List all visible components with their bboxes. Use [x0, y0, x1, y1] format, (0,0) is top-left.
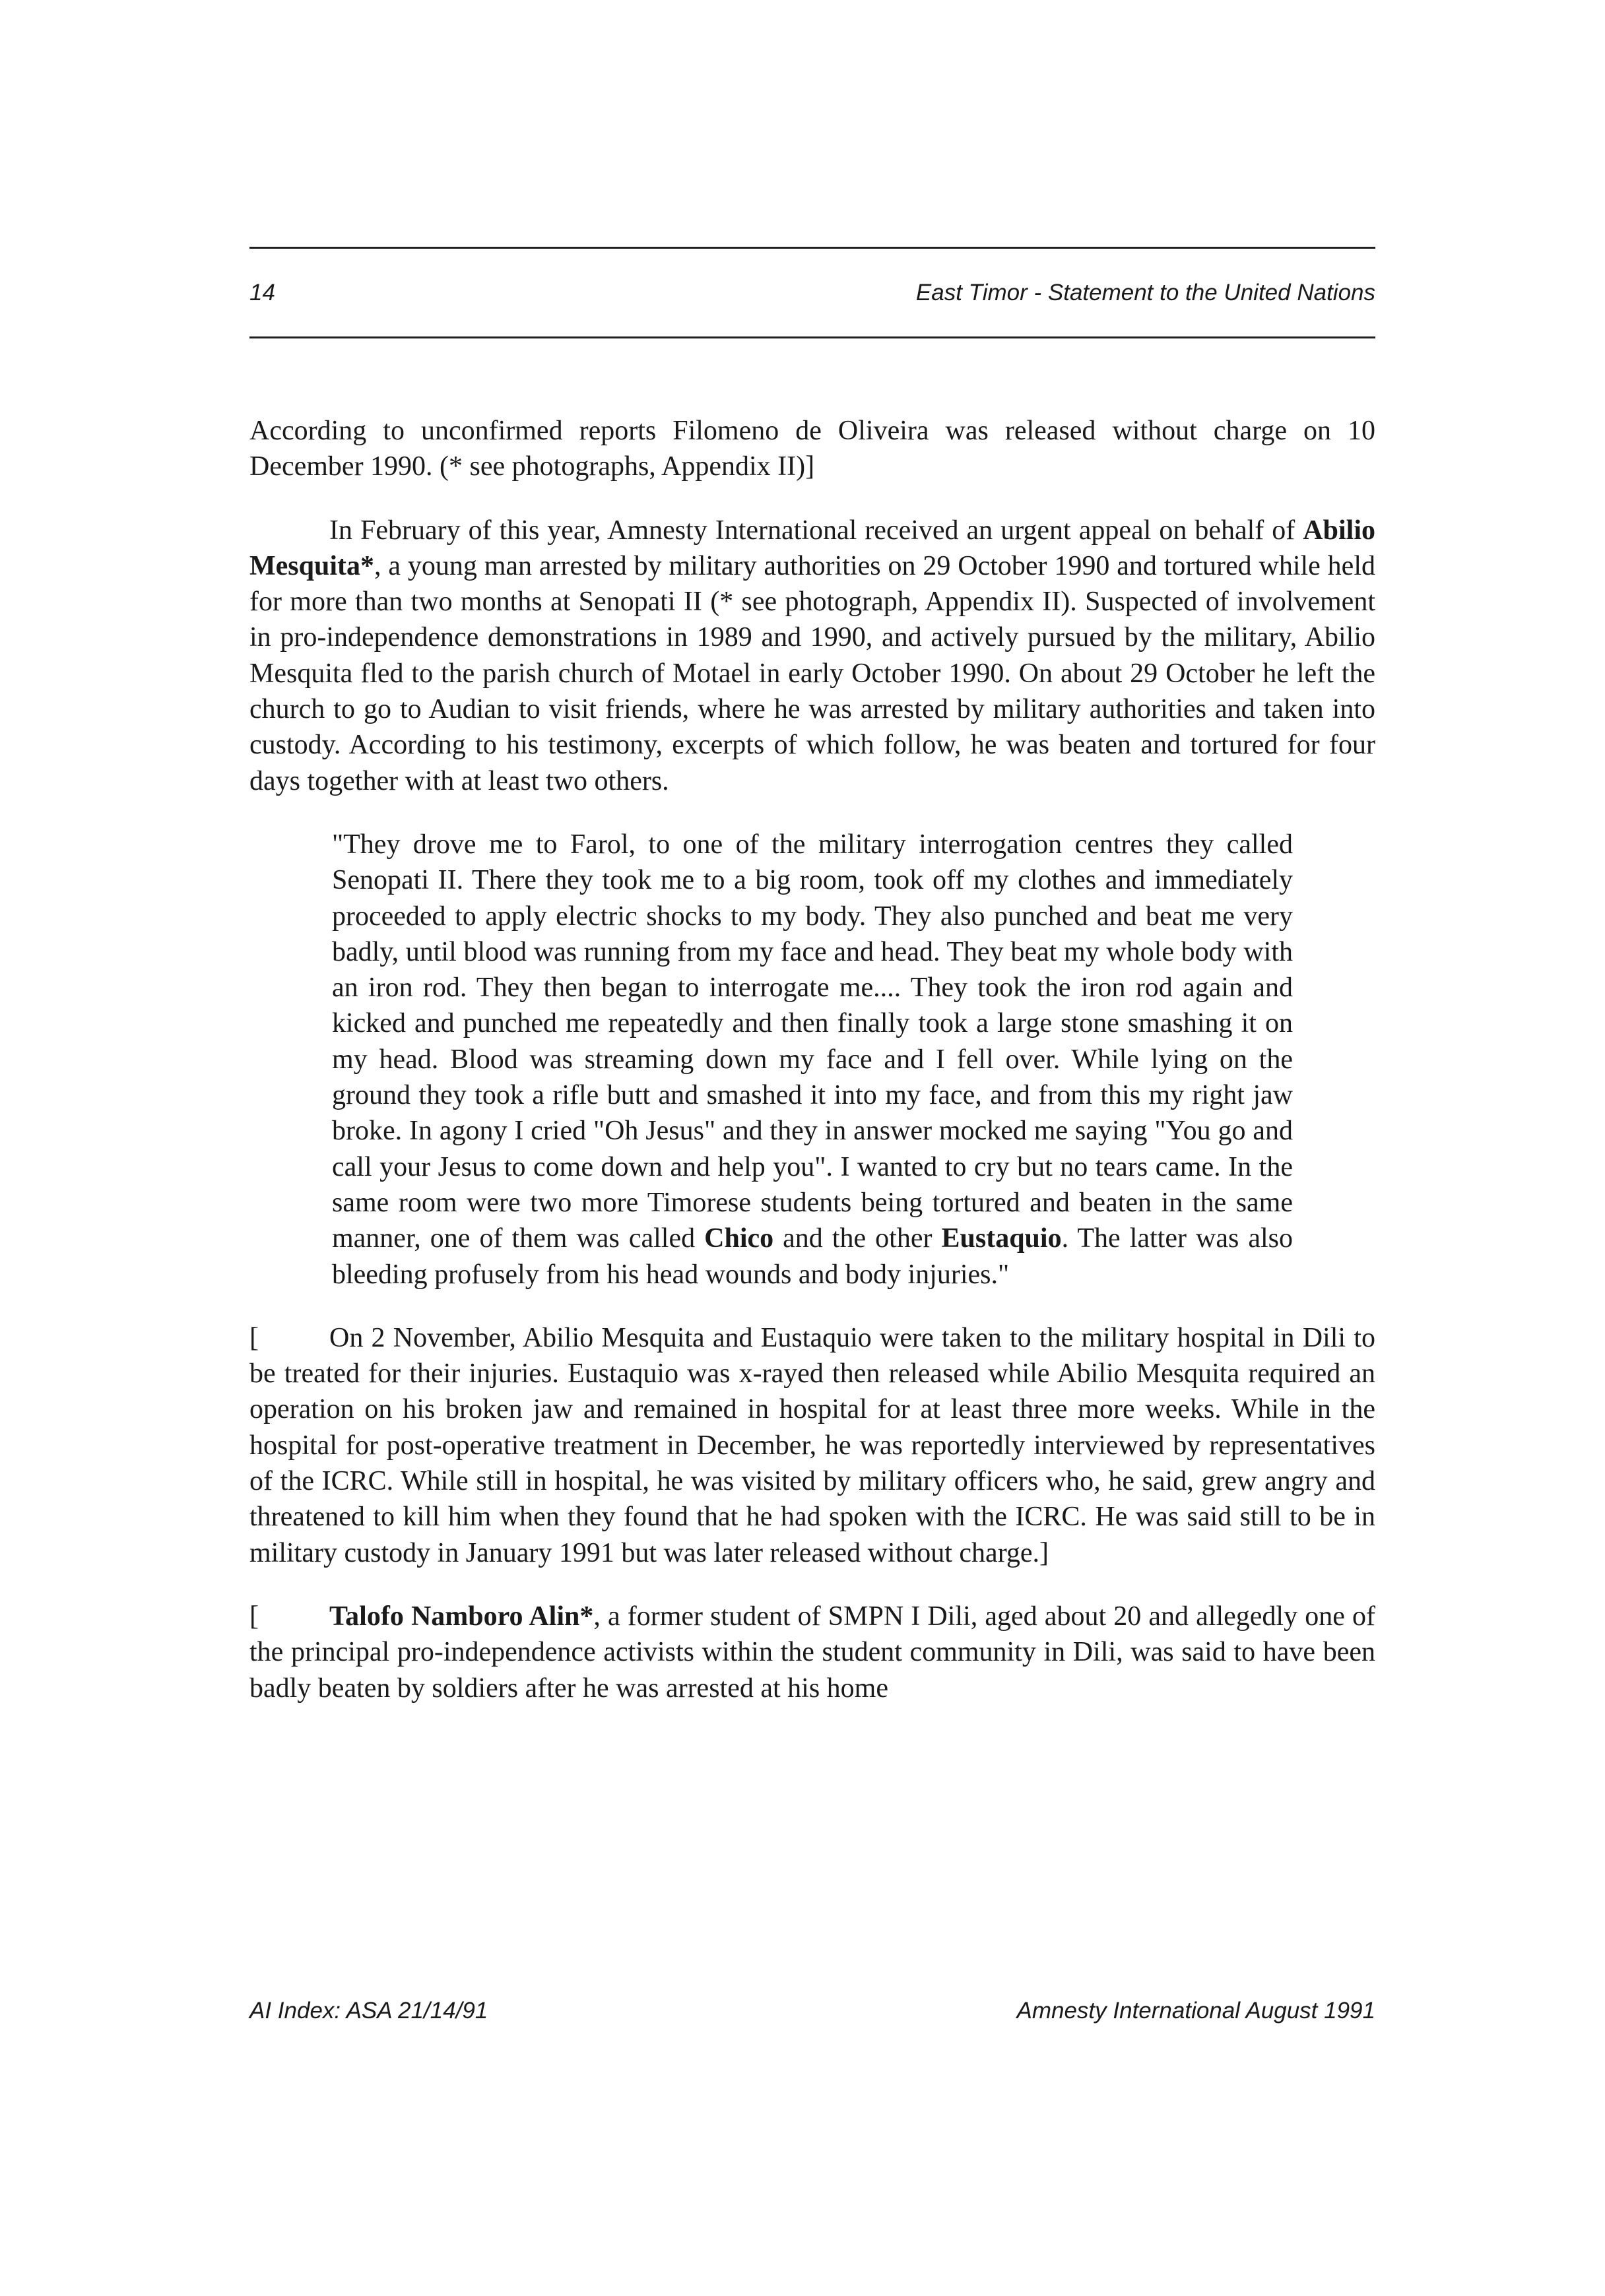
- body-text: [249, 413, 1375, 1706]
- testimony-quote: "They drove me to Farol, to one of the military interrogation centres they called Senopati II. There they took me to a big room, took off my clothes and immediately proceeded to apply electric shocks to my body. They also punched and beat me very badly, until blood was running from my face and head. They beat my whole body with an iron rod. They then began to interrogate me.... They took the iron rod again and kicked and punched me repeatedly and then finally took a large stone smashing it on my head. Blood was streaming down my face and I fell over. While lying on the ground they took a rifle butt and smashed it into my face, and from this my right jaw broke. In agony I cried "Oh Jesus" and they in answer mocked me saying "You go and call your Jesus to come down and help you". I wanted to cry but no tears came. In the same room were two more Timorese students being tortured and beaten in the same manner, one of them was called Chico and the other Eustaquio. The latter was also bleeding profusely from his head wounds and body injuries.": [332, 829, 1293, 1290]
- ai-index: AI Index: ASA 21/14/91: [249, 1998, 488, 2024]
- paragraph-hospital: [ On 2 November, Abilio Mesquita and Eustaquio were taken to the military hospital in Dili to be treated for their injuries. Eustaquio was x-rayed then released while Abilio Mesquita required an operation on his broken jaw and remained in hospital for at least three more weeks. While in the hospital for post-operative treatment in December, he was reportedly interviewed by representatives of the ICRC. While still in hospital, he was visited by military officers who, he said, grew angry and threatened to kill him when they found that he had spoken with the ICRC. He was said still to be in military custody in January 1991 but was later released without charge.]: [249, 1320, 1375, 1571]
- paragraph-abilio-appeal: In February of this year, Amnesty International received an urgent appeal on behalf of Abilio Mesquita*, a young man arrested by military authorities on 29 October 1990 and tortured while held for more than two months at Senopati II (* see photograph, Appendix II). Suspected of involvement in pro-independence demonstrations in 1989 and 1990, and actively pursued by the military, Abilio Mesquita fled to the parish church of Motael in early October 1990. On about 29 October he left the church to go to Audian to visit friends, where he was arrested by military authorities and taken into custody. According to his testimony, excerpts of which follow, he was beaten and tortured for four days together with at least two others.: [249, 515, 1375, 796]
- name-eustaquio: Eustaquio: [941, 1223, 1062, 1254]
- name-talofo-namboro-alin: Talofo Namboro Alin*: [329, 1601, 594, 1632]
- header-bottom-rule: [249, 336, 1375, 338]
- header-top-rule: [249, 247, 1375, 249]
- bracket-mark: [: [249, 1601, 259, 1632]
- name-chico: Chico: [704, 1223, 774, 1254]
- bracket-mark: [: [249, 1322, 259, 1353]
- name-abilio-mesquita: Abilio Mesquita*: [249, 515, 1375, 581]
- running-title: East Timor - Statement to the United Nations: [915, 280, 1375, 305]
- paragraph-filomeno-release: According to unconfirmed reports Filomeno de Oliveira was released without charge on 10 December 1990. (* see photographs, Appendix II)]: [249, 416, 1375, 482]
- page-number: 14: [249, 280, 275, 305]
- paragraph-talofo: [ Talofo Namboro Alin*, a former student of SMPN I Dili, aged about 20 and allegedly one of the principal pro-independence activists within the student community in Dili, was said to have been badly beaten by soldiers after he was arrested at his home: [249, 1599, 1375, 1706]
- publisher-date: Amnesty International August 1991: [1016, 1998, 1375, 2024]
